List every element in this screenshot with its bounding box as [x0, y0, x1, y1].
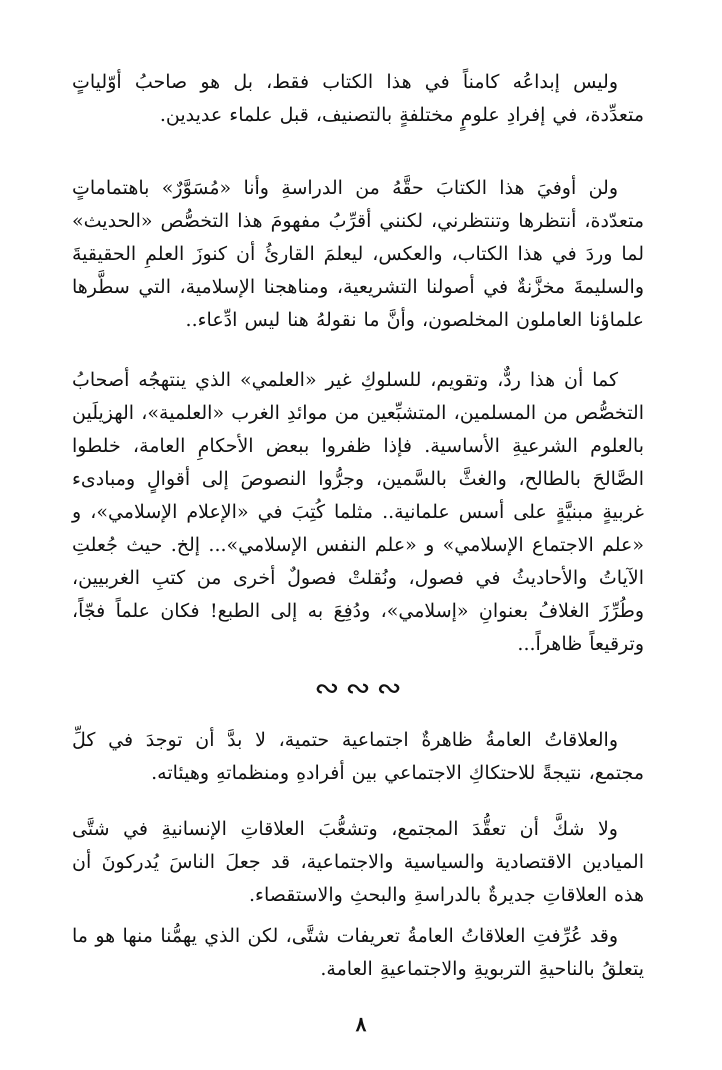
- paragraph: وليس إبداعُه كامناً في هذا الكتاب فقط، بل هو صاحبُ أوّلياتٍ متعدِّدة، في إفرادِ علومٍ مختلفةٍ بالتصنيف، قبل علماء عديدين.: [72, 71, 644, 126]
- section-divider-ornament: ∾∾∾: [314, 671, 408, 706]
- paragraph: ولا شكَّ أن تعقُّدَ المجتمع، وتشعُّبَ العلاقاتِ الإنسانيةِ في شتَّى الميادين الاقتصادية والسياسية والاجتماعية، قد جعلَ الناسَ يُدركونَ أن هذه العلاقاتِ جديرةٌ بالدراسةِ والبحثِ والاستقصاء.: [72, 818, 644, 906]
- paragraph-block: [72, 920, 644, 986]
- paragraph: وقد عُرِّفتِ العلاقاتُ العامةُ تعريفات شتَّى، لكن الذي يهمُّنا منها هو ما يتعلقُ بالناحيةِ التربويةِ والاجتماعيةِ العامة.: [72, 925, 644, 980]
- paragraph: ولن أوفيَ هذا الكتابَ حقَّهُ من الدراسةِ وأنا «مُسَوَّرٌ» باهتماماتٍ متعدّدة، أنتظرها وتنتظرني، لكنني أقرِّبُ مفهومَ هذا التخصُّص «الحديث» لما وردَ في هذا الكتاب، والعكس، ليعلمَ القارئُ أن كنوزَ العلمِ الحقيقيةَ والسليمةَ مخزَّنةٌ في أصولنا التشريعية، ومناهجنا الإسلامية، التي سطَّرها علماؤنا العاملون المخلصون، وأنَّ ما نقولهُ هنا ليس ادِّعاء..: [72, 177, 644, 331]
- paragraph-block: [72, 364, 644, 661]
- paragraph: كما أن هذا ردٌّ، وتقويم، للسلوكِ غير «العلمي» الذي ينتهجُه أصحابُ التخصُّص من المسلمين، المتشبِّعين من موائدِ الغرب «العلمية»، الهزيلَين بالعلوم الشرعيةِ الأساسية. فإذا ظفروا ببعض الأحكامِ العامة، خلطوا الصَّالحَ بالطالح، والغثَّ بالسَّمين، وجرُّوا النصوصَ إلى أقوالٍ ومبادىء غربيةٍ مبنيَّةٍ على أسس علمانية.. مثلما كُتِبَ في «الإعلام الإسلامي»، و «علم الاجتماع الإسلامي» و «علم النفس الإسلامي»... إلخ. حيث جُعلتِ الآياتُ والأحاديثُ في فصول، ونُقلتْ فصولٌ أخرى من كتبِ الغربيين، وطُرِّزَ الغلافُ بعنوانِ «إسلامي»، ودُفِعَ به إلى الطبع! فكان علماً فجّاً، وترقيعاً ظاهراً...: [72, 369, 644, 655]
- paragraph-block: [72, 813, 644, 912]
- paragraph-block: [72, 66, 644, 132]
- page-number: ٨: [355, 1012, 367, 1036]
- paragraph-block: [72, 172, 644, 337]
- paragraph-block: [72, 724, 644, 790]
- paragraph: والعلاقاتُ العامةُ ظاهرةٌ اجتماعية حتمية، لا بدَّ أن توجدَ في كلِّ مجتمع، نتيجةً للاحتكاكِ الاجتماعي بين أفرادهِ ومنظماتهِ وهيئاته.: [72, 729, 644, 784]
